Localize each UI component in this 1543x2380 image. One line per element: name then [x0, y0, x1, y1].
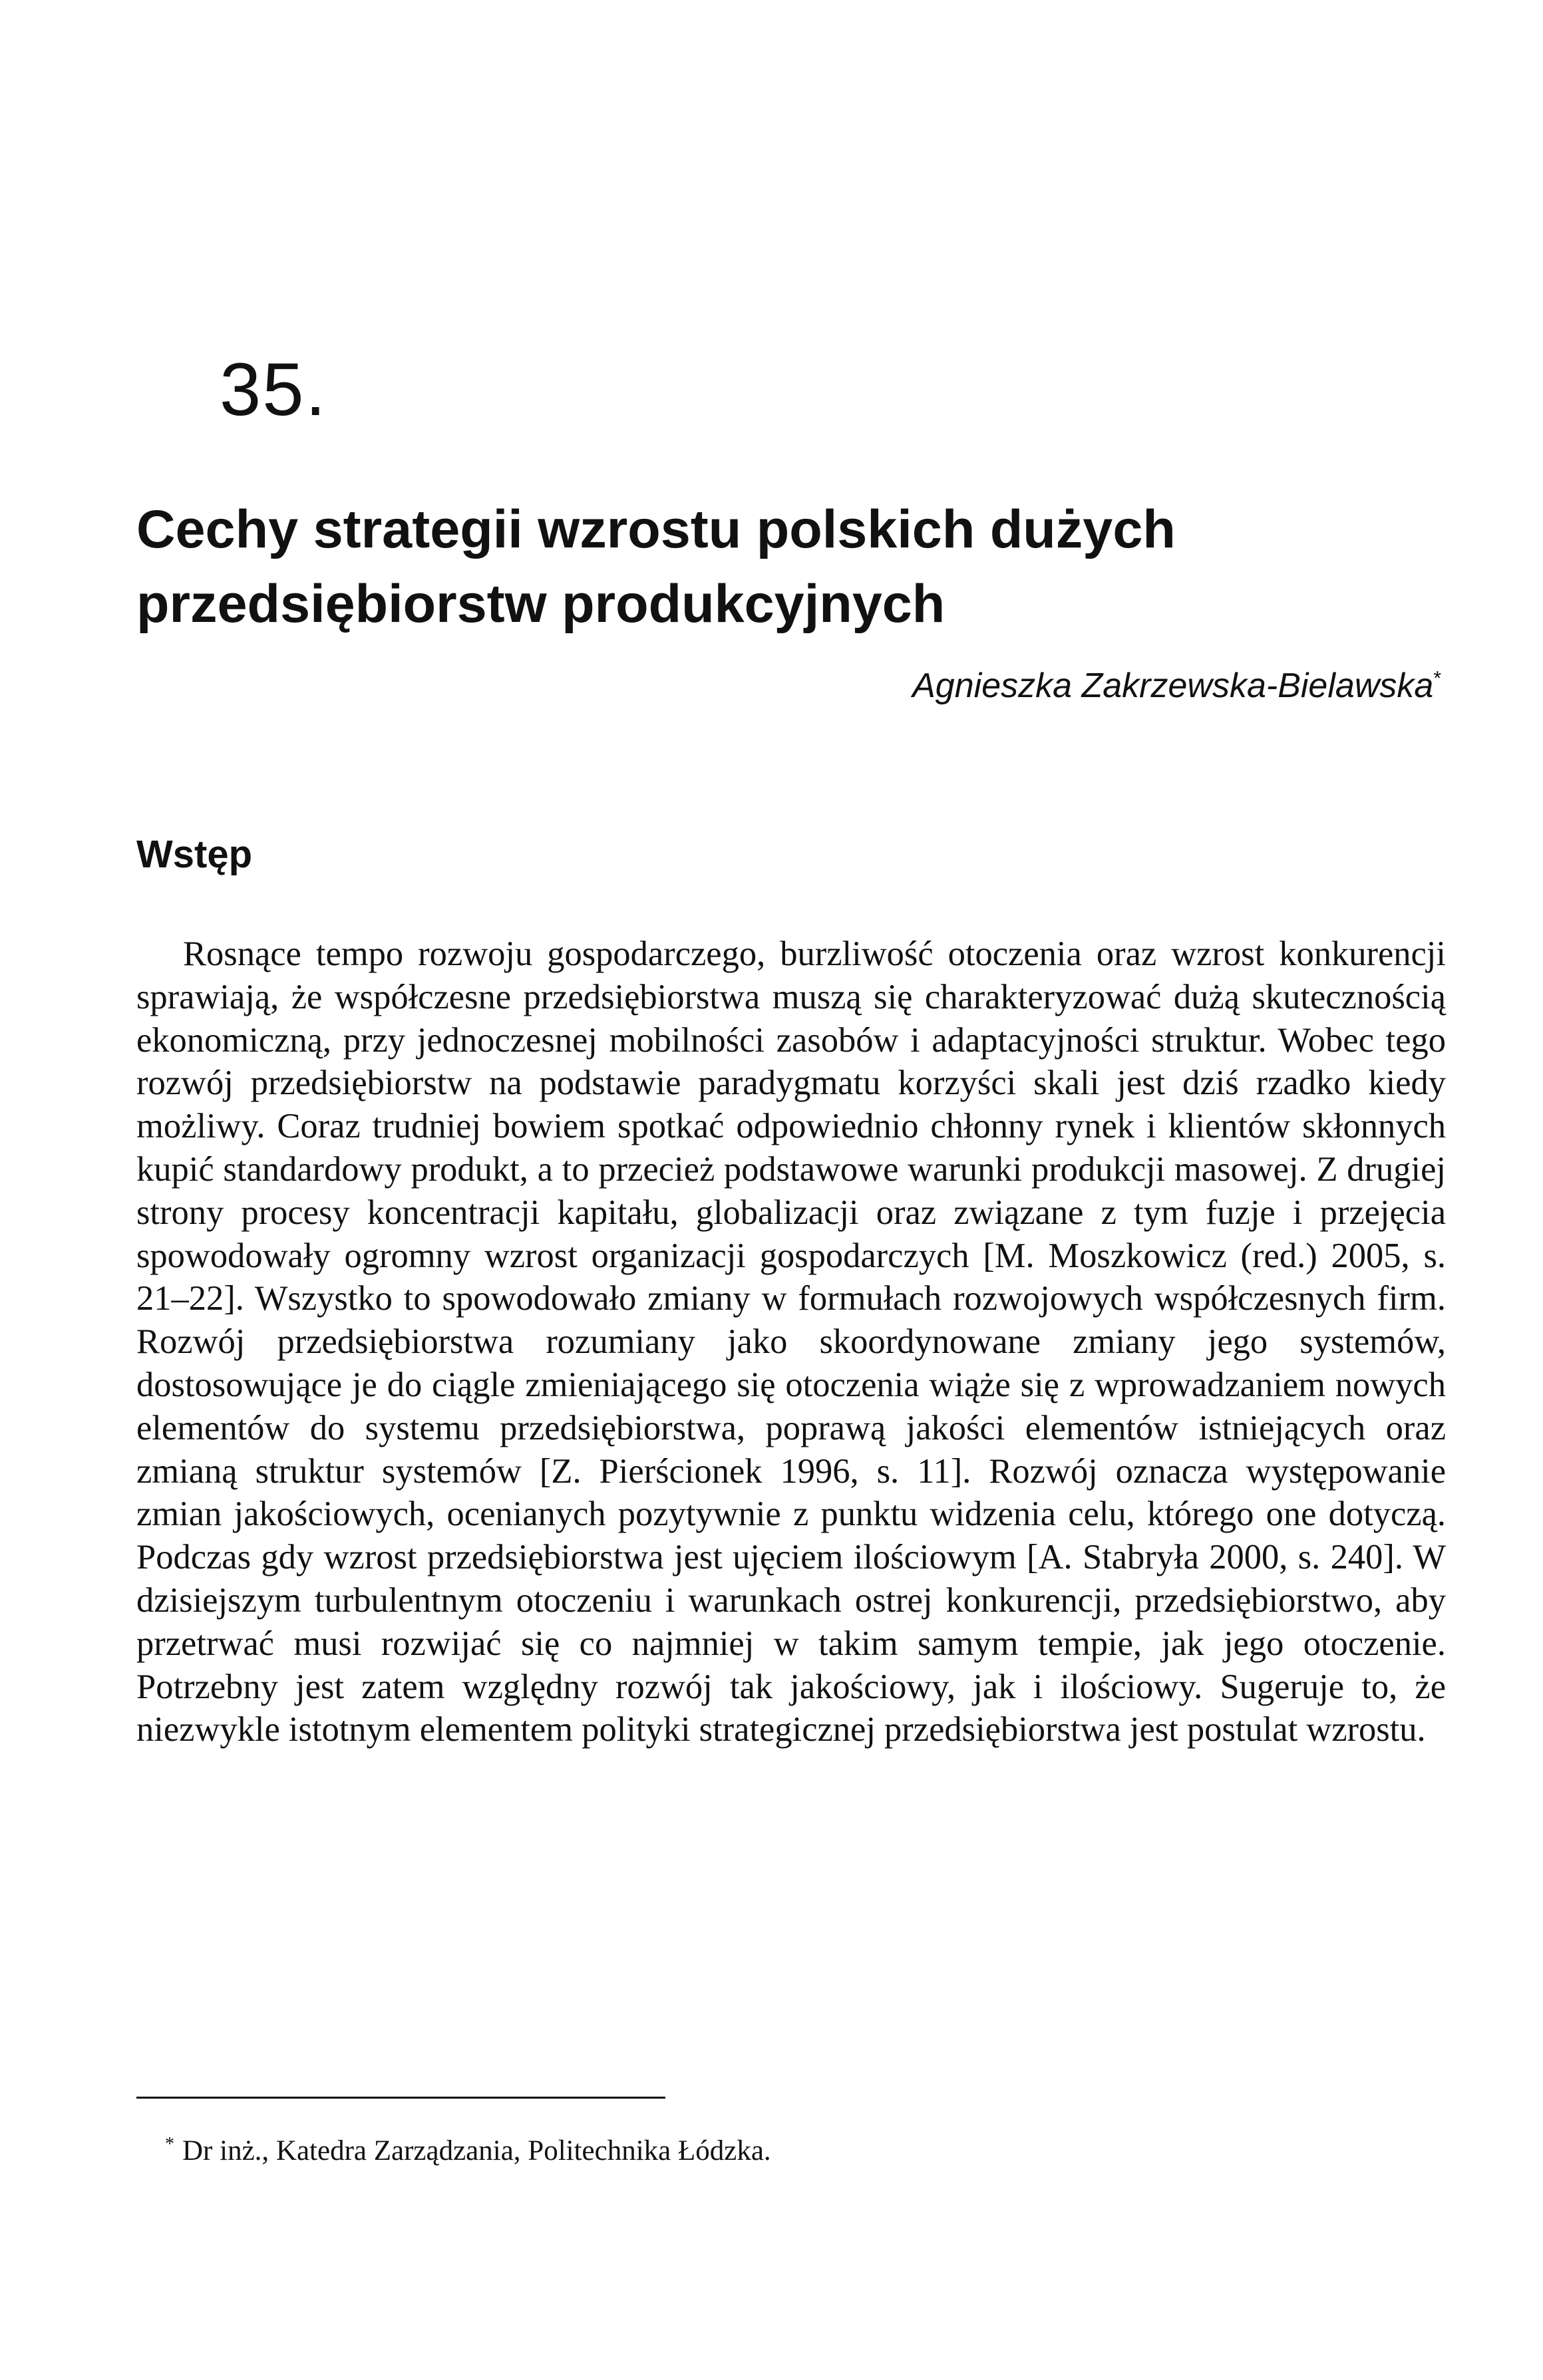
author-footnote-mark: *: [1433, 667, 1441, 690]
footnote-mark: *: [165, 2133, 174, 2155]
chapter-title: Cechy strategii wzrostu polskich dużych przedsiębiorstw produkcyjnych: [136, 500, 1176, 634]
author-line: [912, 665, 1441, 706]
chapter-number: 35.: [220, 348, 327, 431]
intro-paragraph: Rosnące tempo rozwoju gospodarczego, burzliwość otoczenia oraz wzrost konkurencji sprawiają, że współczesne przedsiębiorstwa muszą się charakteryzować dużą skutecznością ekonomiczną, przy jednoczesnej mobilności zasobów i adaptacyjności struktur. Wobec tego rozwój przedsiębiorstw na podstawie paradygmatu korzyści skali jest dziś rzadko kiedy możliwy. Coraz trudniej bowiem spotkać odpowiednio chłonny rynek i klientów skłonnych kupić standardowy produkt, a to przecież podstawowe warunki produkcji masowej. Z drugiej strony procesy koncentracji kapitału, globalizacji oraz związane z tym fuzje i przejęcia spowodowały ogromny wzrost organizacji gospodarczych [M. Moszkowicz (red.) 2005, s. 21–22]. Wszystko to spowodowało zmiany w formułach rozwojowych współczesnych firm. Rozwój przedsiębiorstwa rozumiany jako skoordynowane zmiany jego systemów, dostosowujące je do ciągle zmieniającego się otoczenia wiąże się z wprowadzaniem nowych elementów do systemu przedsiębiorstwa, poprawą jakości elementów istniejących oraz zmianą struktur systemów [Z. Pierścionek 1996, s. 11]. Rozwój oznacza występowanie zmian jakościowych, ocenianych pozytywnie z punktu widzenia celu, którego one dotyczą. Podczas gdy wzrost przedsiębiorstwa jest ujęciem ilościowym [A. Stabryła 2000, s. 240]. W dzisiejszym turbulentnym otoczeniu i warunkach ostrej konkurencji, przedsiębiorstwo, aby przetrwać musi rozwijać się co najmniej w takim samym tempie, jak jego otoczenie. Potrzebny jest zatem względny rozwój tak jakościowy, jak i ilościowy. Sugeruje to, że niezwykle istotnym elementem polityki strategicznej przedsiębiorstwa jest postulat wzrostu.: [136, 935, 1446, 1749]
author-name: Agnieszka Zakrzewska-Bielawska: [912, 667, 1434, 705]
footnote-separator: [136, 2097, 665, 2099]
footnote-text: Dr inż., Katedra Zarządzania, Politechnika Łódzka.: [182, 2135, 771, 2166]
section-heading: Wstęp: [136, 833, 252, 876]
body-text: [136, 933, 1446, 1751]
footnote: [165, 2134, 771, 2168]
